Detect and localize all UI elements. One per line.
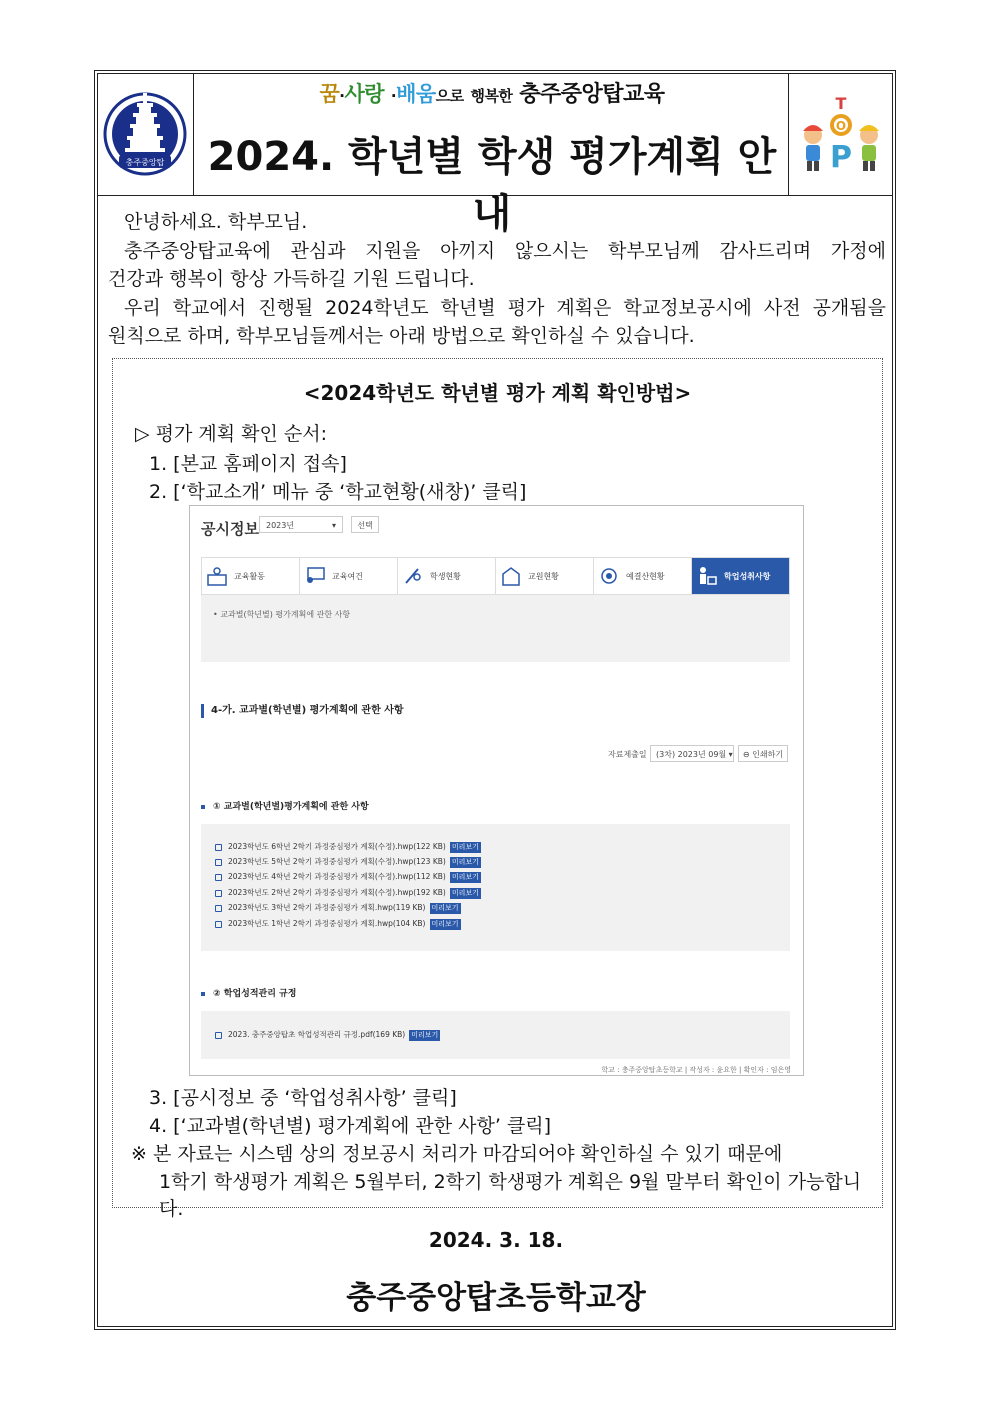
svg-text:충주중앙탑: 충주중앙탑 bbox=[125, 158, 165, 167]
paragraph-2-line-2: 원칙으로 하며, 학부모님들께서는 아래 방법으로 확인하실 수 있습니다. bbox=[108, 325, 695, 347]
file-item[interactable]: 2023학년도 6학년 2학기 과정중심평가 계획(수정).hwp(122 KB) 미리보기 bbox=[215, 841, 481, 853]
bullet-square bbox=[201, 805, 205, 809]
tab-teacher-status[interactable]: 교원현황 bbox=[496, 558, 594, 594]
pencil-icon bbox=[402, 565, 424, 587]
file-item[interactable]: 2023. 충주중앙탑초 학업성적관리 규정.pdf(169 KB) 미리보기 bbox=[215, 1029, 440, 1041]
year-select[interactable]: 2023년 ▾ bbox=[259, 516, 343, 533]
slogan: 꿈·사랑 ·배움으로 행복한 충주중앙탑교육 bbox=[319, 82, 665, 107]
disclosure-title: 공시정보 bbox=[201, 520, 259, 538]
submenu-item[interactable]: • 교과별(학년별) 평가계획에 관한 사항 bbox=[213, 610, 351, 619]
file-icon bbox=[215, 874, 222, 881]
mascot-logo bbox=[788, 73, 893, 195]
step-1: 1. [본교 홈페이지 접속] bbox=[149, 453, 347, 475]
file-list-1 bbox=[201, 824, 790, 951]
preview-button[interactable]: 미리보기 bbox=[451, 858, 479, 866]
school-icon bbox=[500, 565, 522, 587]
website-screenshot bbox=[189, 505, 804, 1076]
svg-text:P: P bbox=[830, 140, 852, 175]
select-button[interactable]: 선택 bbox=[351, 516, 379, 533]
preview-button[interactable]: 미리보기 bbox=[451, 873, 479, 881]
file-icon bbox=[215, 921, 222, 928]
tab-student-status[interactable]: 학생현황 bbox=[398, 558, 496, 594]
svg-text:T: T bbox=[835, 94, 847, 113]
book-icon bbox=[206, 565, 228, 587]
page-title: 2024. 학년별 학생 평가계획 안내 bbox=[207, 134, 777, 237]
svg-text:O: O bbox=[835, 119, 847, 133]
screenshot-footer: 학교 : 충주중앙탑초등학교 | 작성자 : 윤요한 | 확인자 : 임은영 bbox=[601, 1066, 791, 1074]
file-icon bbox=[215, 1032, 222, 1039]
section-heading: 4-가. 교과별(학년별) 평가계획에 관한 사항 bbox=[201, 704, 404, 718]
submit-date-label: 자료제출일 bbox=[608, 750, 647, 759]
greeting: 안녕하세요. 학부모님. bbox=[124, 211, 308, 233]
paragraph-2-line-1: 우리 학교에서 진행될 2024학년도 학년별 평가 계획은 학교정보공시에 사전 공개됨을 bbox=[124, 296, 886, 319]
file-item[interactable]: 2023학년도 1학년 2학기 과정중심평가 계획.hwp(104 KB) 미리보기 bbox=[215, 918, 461, 930]
file-icon bbox=[215, 859, 222, 866]
preview-button[interactable]: 미리보기 bbox=[431, 920, 459, 928]
document-date: 2024. 3. 18. bbox=[428, 1228, 564, 1252]
step-4: 4. [‘교과별(학년별) 평가계획에 관한 사항’ 클릭] bbox=[149, 1115, 552, 1137]
section-1-title: ① 교과별(학년별)평가계획에 관한 사항 bbox=[201, 799, 369, 812]
file-icon bbox=[215, 844, 222, 851]
tab-achievement[interactable]: 학업성취사항 bbox=[692, 558, 789, 594]
achievement-icon bbox=[696, 565, 718, 587]
preview-button[interactable]: 미리보기 bbox=[451, 843, 479, 851]
board-icon bbox=[304, 565, 326, 587]
note-line-2: 1학기 학생평가 계획은 5월부터, 2학기 학생평가 계획은 9월 말부터 확인이 가능합니다. bbox=[159, 1171, 862, 1220]
coin-icon bbox=[598, 565, 620, 587]
steps-heading: ▷ 평가 계획 확인 순서: bbox=[135, 423, 328, 445]
bullet-square bbox=[201, 992, 205, 996]
submenu-panel bbox=[201, 595, 790, 662]
tab-education-condition[interactable]: 교육여건 bbox=[300, 558, 398, 594]
submit-date-select[interactable]: (3차) 2023년 09월 ▾ bbox=[650, 745, 734, 762]
file-item[interactable]: 2023학년도 3학년 2학기 과정중심평가 계획.hwp(119 KB) 미리보기 bbox=[215, 902, 461, 914]
body-text bbox=[108, 208, 886, 351]
school-logo bbox=[97, 73, 194, 195]
file-item[interactable]: 2023학년도 5학년 2학기 과정중심평가 계획(수정).hwp(123 KB) 미리보기 bbox=[215, 856, 481, 868]
tab-budget-status[interactable]: 예결산현황 bbox=[594, 558, 692, 594]
paragraph-1-line-1: 충주중앙탑교육에 관심과 지원을 아끼지 않으시는 학부모님께 감사드리며 가정에 bbox=[124, 239, 886, 262]
file-list-2 bbox=[201, 1011, 790, 1059]
box-title: <2024학년도 학년별 평가 계획 확인방법> bbox=[303, 381, 692, 405]
section-2-title: ② 학업성적관리 규정 bbox=[201, 986, 296, 999]
step-2: 2. [‘학교소개’ 메뉴 중 ‘학교현황(새창)’ 클릭] bbox=[149, 481, 527, 503]
note-line-1: ※ 본 자료는 시스템 상의 정보공시 처리가 마감되어야 확인하실 수 있기 때문에 bbox=[131, 1143, 783, 1165]
preview-button[interactable]: 미리보기 bbox=[411, 1031, 439, 1039]
tab-education-activity[interactable]: 교육활동 bbox=[202, 558, 300, 594]
preview-button[interactable]: 미리보기 bbox=[451, 889, 479, 897]
print-button[interactable]: ⊖ 인쇄하기 bbox=[738, 745, 788, 762]
file-item[interactable]: 2023학년도 4학년 2학기 과정중심평가 계획(수정).hwp(112 KB) 미리보기 bbox=[215, 871, 481, 883]
signature-school: 충주중앙탑초등학교장 bbox=[346, 1280, 646, 1316]
file-item[interactable]: 2023학년도 2학년 2학기 과정중심평가 계획(수정).hwp(192 KB) 미리보기 bbox=[215, 887, 481, 899]
category-tabs bbox=[201, 557, 790, 595]
file-icon bbox=[215, 905, 222, 912]
preview-button[interactable]: 미리보기 bbox=[431, 904, 459, 912]
step-3: 3. [공시정보 중 ‘학업성취사항’ 클릭] bbox=[149, 1087, 457, 1109]
file-icon bbox=[215, 890, 222, 897]
paragraph-1-line-2: 건강과 행복이 항상 가득하길 기원 드립니다. bbox=[108, 268, 475, 290]
